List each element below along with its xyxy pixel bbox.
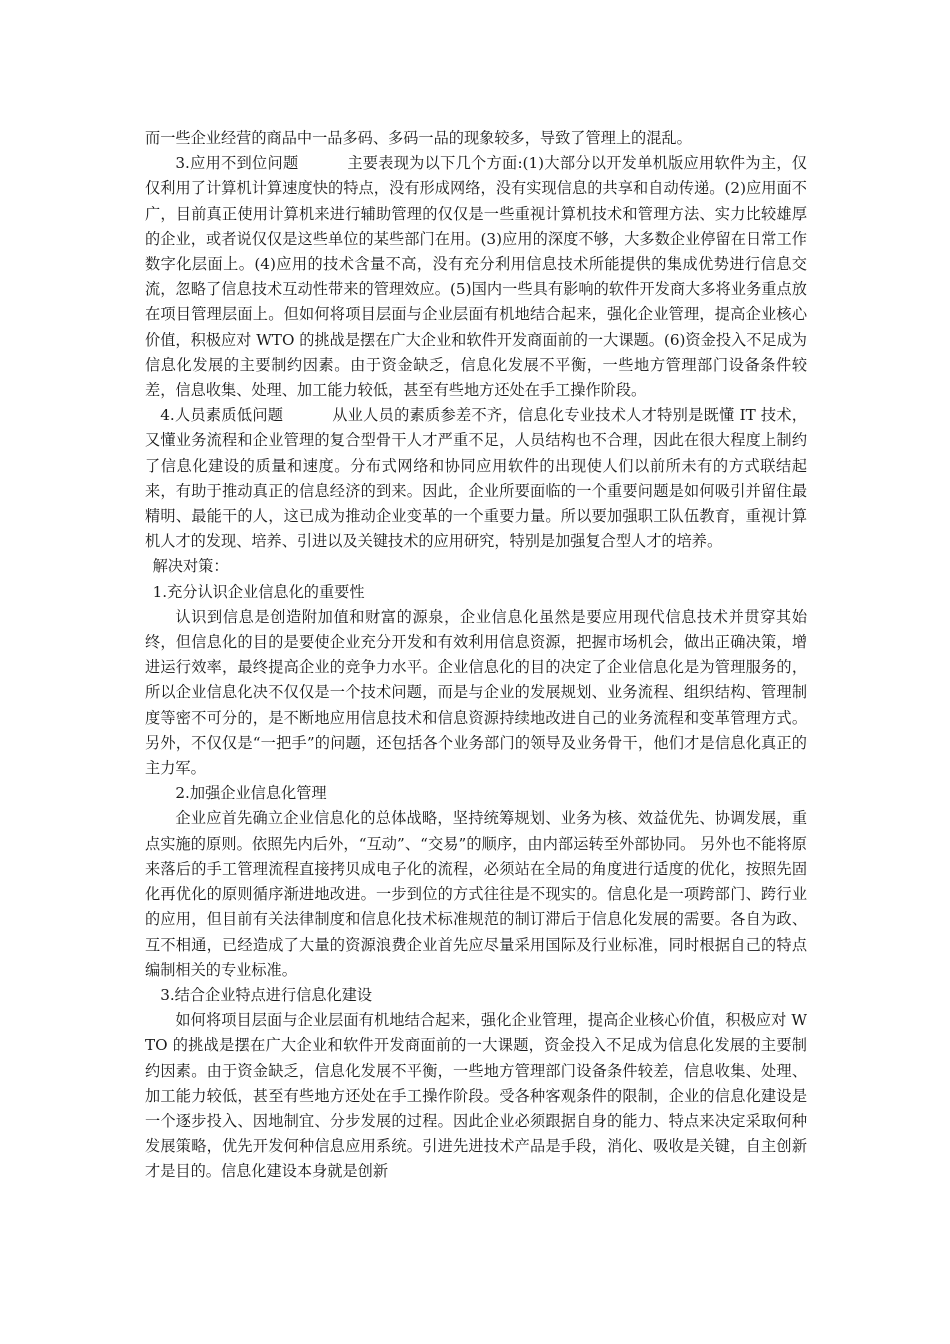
- paragraph-continuation: 而一些企业经营的商品中一品多码、多码一品的现象较多，导致了管理上的混乱。: [145, 129, 692, 147]
- text-application-issue: 主要表现为以下几个方面:(1)大部分以开发单机版应用软件为主，仅仅利用了计算机计算速度快的特点，没有形成网络，没有实现信息的共享和自动传递。(2)应用面不广，目前真正使用计算机来进行辅助管理的仅仅是一些重视计算机技术和管理方法、实力比较雄厚的企业，或者说仅仅是这些单位的某些部门在用。(3)应用的深度不够，大多数企业停留在日常工作数字化层面上。(4)应用的技术含量不高，没有充分利用信息技术所能提供的集成优势进行信息交流，忽略了信息技术互动性带来的管理效应。(5)国内一些具有影响的软件开发商大多将业务重点放在项目管理层面上。但如何将项目层面与企业层面有机地结合起来，强化企业管理，提高企业核心价值，积极应对 WTO 的挑战是摆在广大企业和软件开发商面前的一大课题。(6)资金投入不足成为信息化发展的主要制约因素。由于资金缺乏，信息化发展不平衡，一些地方管理部门设备条件较差，信息收集、处理、加工能力较低，甚至有些地方还处在手工操作阶段。: [145, 154, 807, 400]
- solution-2-heading: 2.加强企业信息化管理: [175, 784, 327, 803]
- solution-2-text: 企业应首先确立企业信息化的总体战略，坚持统筹规划、业务为核、效益优先、协调发展，重点实施的原则。依照先内后外，“互动”、“交易”的顺序，由内部运转至外部协同。 另外也不能将原来落后的手工管理流程直接拷贝成电子化的流程，必须站在全局的角度进行适度的优化，按照先固化再优化的原则循序渐进地改进。一步到位的方式往往是不现实的。信息化是一项跨部门、跨行业的应用，但目前有关法律制度和信息化技术标准规范的制订滞后于信息化发展的需要。各自为政、互不相通，已经造成了大量的资源浪费企业首先应尽量采用国际及行业标准，同时根据自己的特点编制相关的专业标准。: [145, 809, 807, 979]
- solution-3-heading: 3.结合企业特点进行信息化建设: [160, 985, 373, 1004]
- paragraph-application-issue: [145, 151, 807, 403]
- heading-application-issue: 3.应用不到位问题: [175, 154, 299, 173]
- solution-3-text: 如何将项目层面与企业层面有机地结合起来，强化企业管理，提高企业核心价值，积极应对 WTO 的挑战是摆在广大企业和软件开发商面前的一大课题，资金投入不足成为信息化发展的主要制约因素。由于资金缺乏，信息化发展不平衡，一些地方管理部门设备条件较差，信息收集、处理、加工能力较低，甚至有些地方还处在手工操作阶段。受各种客观条件的限制，企业的信息化建设是一个逐步投入、因地制宜、分步发展的过程。因此企业必须跟据自身的能力、特点来决定采取何种发展策略，优先开发何种信息应用系统。引进先进技术产品是手段，消化、吸收是关键，自主创新才是目的。信息化建设本身就是创新: [145, 1011, 807, 1181]
- solution-1-heading: 1.充分认识企业信息化的重要性: [152, 582, 365, 601]
- document-body: [145, 126, 807, 1185]
- paragraph-staff-issue: [145, 403, 807, 554]
- solution-1-text: 认识到信息是创造附加值和财富的源泉，企业信息化虽然是要应用现代信息技术并贯穿其始终，但信息化的目的是要使企业充分开发和有效利用信息资源，把握市场机会，做出正确决策，增进运行效率，最终提高企业的竞争力水平。企业信息化的目的决定了企业信息化是为管理服务的，所以企业信息化决不仅仅是一个技术问题，而是与企业的发展规划、业务流程、组织结构、管理制度等密不可分的，是不断地应用信息技术和信息资源持续地改进自己的业务流程和变革管理方式。另外，不仅仅是“一把手”的问题，还包括各个业务部门的领导及业务骨干，他们才是信息化真正的主力军。: [145, 607, 807, 778]
- heading-staff-issue: 4.人员素质低问题: [160, 406, 284, 425]
- solutions-heading: 解决对策：: [152, 557, 229, 576]
- text-staff-issue: 从业人员的素质参差不齐，信息化专业技术人才特别是既懂 IT 技术，又懂业务流程和企业管理的复合型骨干人才严重不足，人员结构也不合理，因此在很大程度上制约了信息化建设的质量和速度。分布式网络和协同应用软件的出现使人们以前所未有的方式联结起来，有助于推动真正的信息经济的到来。因此，企业所要面临的一个重要问题是如何吸引并留住最精明、最能干的人，这已成为推动企业变革的一个重要力量。所以要加强职工队伍教育，重视计算机人才的发现、培养、引进以及关键技术的应用研究，特别是加强复合型人才的培养。: [145, 406, 807, 551]
